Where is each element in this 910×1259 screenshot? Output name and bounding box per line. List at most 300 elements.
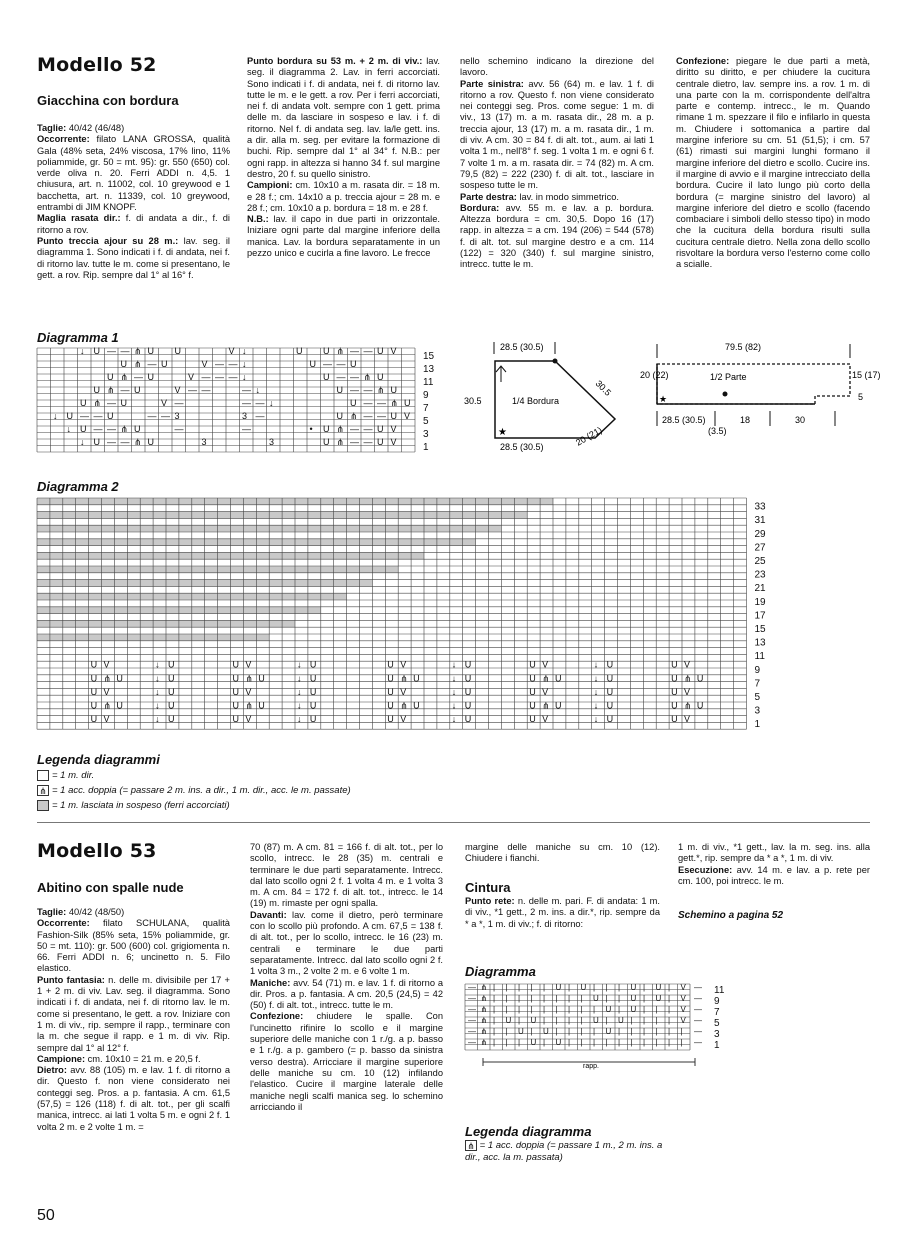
stitch-symbol: U xyxy=(168,714,175,725)
stitch-symbol: | xyxy=(593,1027,596,1036)
paragraph xyxy=(250,842,443,910)
stitch-symbol: ↓ xyxy=(242,359,247,369)
stitch-symbol: — xyxy=(215,359,224,369)
stitch-symbol: | xyxy=(518,1005,521,1014)
stitch-symbol: V xyxy=(684,659,691,670)
paragraph-body: 1 m. di viv., *1 gett., lav. la m. seg. ins. alla gett.*, rip. sempre da * a *, 1 m. di viv. xyxy=(678,842,870,864)
stitch-symbol: | xyxy=(580,1016,583,1025)
stitch-symbol: V xyxy=(680,983,686,992)
stitch-symbol: V xyxy=(103,686,110,697)
legend-item-knit: = 1 m. dir. xyxy=(37,768,351,783)
stitch-symbol: — xyxy=(350,346,359,356)
stitch-symbol: | xyxy=(655,1027,658,1036)
paragraph-body: avv. 55 m. e lav. a p. bordura. Altezza bordura = cm. 30,5. Dopo 16 (17) rapp. in altezza = a cm. 194 (206) = 544 (578) f. di alt. tot. sul margine destro e a cm. 114 (122) = 320 (340) f. sul margine sinistro, intrecc. tutte le m. xyxy=(460,202,654,270)
stitch-symbol: ↓ xyxy=(155,673,160,684)
paragraph xyxy=(37,907,230,918)
stitch-symbol: 3 xyxy=(201,437,207,447)
stitch-symbol: | xyxy=(593,1038,596,1047)
stitch-symbol: V xyxy=(542,714,549,725)
stitch-symbol: U xyxy=(309,659,317,670)
stitch-symbol: U xyxy=(630,994,637,1003)
stitch-symbol: U xyxy=(90,673,98,684)
bordura-label: 1/4 Bordura xyxy=(512,396,560,406)
stitch-symbol: | xyxy=(605,983,608,992)
stitch-symbol: V xyxy=(174,385,181,395)
m53-cintura-text xyxy=(465,896,660,930)
m52-subtitle: Giacchina con bordura xyxy=(37,93,179,108)
stitch-symbol: U xyxy=(168,686,175,697)
paragraph-heading: Punto rete: xyxy=(465,896,518,906)
stitch-symbol: | xyxy=(530,1027,533,1036)
stitch-symbol: U xyxy=(605,1027,612,1036)
paragraph-body: nello schemino indicano la direzione del lavoro. xyxy=(460,56,654,78)
stitch-symbol: | xyxy=(518,983,521,992)
bordura-left-dim: 30.5 xyxy=(464,396,482,406)
row-label: 11 xyxy=(423,377,434,388)
row-label: 15 xyxy=(423,351,435,362)
stitch-symbol: U xyxy=(671,673,678,684)
stitch-symbol: ↓ xyxy=(80,346,85,356)
stitch-symbol: ↓ xyxy=(297,686,302,697)
paragraph-body: piegare le due parti a metà, diritto su diritto, e per chiudere la cucitura centrale dietro, lav. sempre ins. a rov. 1 m. di una parte con la m. corrispondente dell'altra parte e contemp. intrecc., le m. Quando rimane 1 m. spezzare il filo e infilarlo in questa m. Chiudere i sottomanica a partire dal margine inferiore su cm. 51 (51,5); i cm. 57 (61) rimasti sui margini lunghi formano il margine inferiore del dietro e scollo. Cucire ins. il margine di avvio e il margine intrecciato della bordura. Cucire il lato lungo più corto della bordura (= margine sinistro del lavoro) al margine inferiore del dietro e scollo (facendo combaciare i simboli dello stesso tipo) in modo che la cucitura della bordura risulti sulla cucitura centrale dietro. Nella zona dello scollo risvoltare la bordura verso l'esterno come collo a scialle. xyxy=(676,56,870,270)
bordura-bottom-dim: 28.5 (30.5) xyxy=(500,442,544,452)
row-label: 13 xyxy=(423,364,435,375)
stitch-symbol: | xyxy=(643,1016,646,1025)
stitch-symbol: ⋔ xyxy=(103,700,112,711)
paragraph-body: lav. seg. il diagramma 1. Sono indicati i f. di andata, nei f. di ritorno lav. tutte le m. come si presentano, le gett. a rov. Rip. sempre dal 1° al 16° f. xyxy=(37,235,230,280)
stitch-symbol: U xyxy=(555,673,562,684)
stitch-symbol: — xyxy=(120,437,130,447)
stitch-symbol: V xyxy=(400,714,407,725)
stitch-symbol: V xyxy=(680,1016,686,1025)
stitch-symbol: ⋔ xyxy=(542,700,550,711)
stitch-symbol: | xyxy=(543,1016,546,1025)
stitch-symbol: | xyxy=(555,1005,558,1014)
paragraph-body: avv. 14 m. e lav. a p. rete per cm. 100, poi intrecc. le m. xyxy=(678,864,870,886)
stitch-symbol: | xyxy=(655,1005,658,1014)
stitch-symbol: U xyxy=(90,686,98,697)
stitch-symbol: U xyxy=(529,686,536,697)
row-label: 15 xyxy=(754,624,766,635)
paragraph xyxy=(247,214,440,259)
paragraph-body: lav. come il dietro, però terminare con lo scollo più profondo. A cm. 67,5 = 138 f. di alt. tot., per lo scollo, intrecc. le 16 (23) m. centrali e terminare le due parti separatamente. Intrecc. dal lato scollo ogni 2 f. 1 volta 3 m., 2 volte 2 m. e 6 volte 1 m. xyxy=(250,909,443,977)
stitch-symbol: — xyxy=(694,1016,702,1025)
stitch-symbol: | xyxy=(568,1038,571,1047)
stitch-symbol: | xyxy=(505,983,508,992)
diagram-1 xyxy=(37,346,447,458)
paragraph-heading: Confezione: xyxy=(676,56,736,66)
stitch-symbol: | xyxy=(568,994,571,1003)
stitch-symbol: | xyxy=(555,1016,558,1025)
stitch-symbol: — xyxy=(147,411,157,421)
stitch-symbol: U xyxy=(671,659,678,670)
parte-star-icon: ★ xyxy=(659,394,668,404)
stitch-symbol: | xyxy=(493,1038,496,1047)
diagram-2-row-labels xyxy=(755,502,767,731)
row-label: 9 xyxy=(754,664,761,676)
m53-legend-title: Legenda diagramma xyxy=(465,1124,592,1139)
stitch-symbol: V xyxy=(245,659,252,670)
paragraph xyxy=(460,56,654,79)
stitch-symbol: — xyxy=(694,983,702,992)
stitch-symbol: | xyxy=(568,1005,571,1014)
stitch-symbol: ⋔ xyxy=(480,994,488,1003)
paragraph xyxy=(37,213,230,236)
stitch-symbol: U xyxy=(413,673,420,684)
stitch-symbol: | xyxy=(493,1016,496,1025)
bordura-bottom-right-dim: 20 (21) xyxy=(574,424,604,448)
stitch-symbol: U xyxy=(336,411,343,421)
stitch-symbol: V xyxy=(228,346,235,356)
stitch-symbol: — xyxy=(694,1005,702,1014)
row-label: 9 xyxy=(714,996,720,1007)
stitch-symbol: U xyxy=(696,700,704,711)
paragraph xyxy=(37,918,230,974)
row-label: 31 xyxy=(754,515,766,527)
paragraph-heading: Taglie: xyxy=(37,123,69,133)
stitch-symbol: | xyxy=(543,1038,546,1047)
stitch-symbol: U xyxy=(530,1038,537,1047)
page-number: 50 xyxy=(37,1207,55,1224)
parte-right2-dim: 5 xyxy=(858,392,864,402)
stitch-symbol: — xyxy=(120,346,130,356)
paragraph xyxy=(250,978,443,1012)
stitch-symbol: 3 xyxy=(242,411,248,421)
stitch-symbol: | xyxy=(530,994,533,1003)
m53-column-2 xyxy=(250,842,443,1113)
stitch-symbol: | xyxy=(643,1005,646,1014)
stitch-symbol: U xyxy=(309,359,316,369)
stitch-symbol: U xyxy=(390,385,397,395)
stitch-symbol: U xyxy=(90,700,98,711)
paragraph-body: lav. seg. il diagramma 2. Lav. in ferri accorciati. Sono indicati i f. di andata, nei f. di ritorno lav. tutte le m. e le gett. a rov. Per i ferri accorciati, nei f. di andata volt. sempre con 1 gett. prima delle m. da lasciare in sospeso e lav. i f. di ritorno. Nel f. di andata seg. lav. la/le gett. ins. a dir. alla m. seg. per evitare la formazione di buchi. Rip. sempre dal 1° al 34° f. N.B.: per ogni rapp. in altezza si hanno 34 f. sul margine destro, 20 f. su quello sinistro. xyxy=(247,56,440,179)
row-label: 29 xyxy=(754,528,766,540)
stitch-symbol: | xyxy=(605,1016,608,1025)
stitch-symbol: V xyxy=(680,994,686,1003)
stitch-symbol: U xyxy=(671,700,678,711)
stitch-symbol: V xyxy=(684,714,691,725)
stitch-symbol: U xyxy=(80,424,87,434)
stitch-symbol: V xyxy=(400,659,407,670)
paragraph xyxy=(37,1054,230,1065)
stitch-symbol: — xyxy=(228,359,238,369)
stitch-symbol: U xyxy=(671,714,678,725)
paragraph-heading: Punto fantasia: xyxy=(37,974,109,985)
row-label: 7 xyxy=(714,1007,720,1018)
stitch-symbol: | xyxy=(568,1027,571,1036)
stitch-symbol: ↓ xyxy=(155,714,160,725)
row-label: 9 xyxy=(423,390,429,401)
stitch-symbol: U xyxy=(671,686,678,697)
paragraph xyxy=(37,975,230,1054)
paragraph-heading: Maniche: xyxy=(250,977,294,988)
stitch-symbol: — xyxy=(363,398,373,408)
stitch-symbol: — xyxy=(363,424,373,434)
stitch-symbol: | xyxy=(618,1005,621,1014)
stitch-symbol: | xyxy=(493,1027,496,1036)
m52-column-4 xyxy=(676,56,870,271)
stitch-symbol: — xyxy=(215,372,224,382)
stitch-symbol: ⋔ xyxy=(684,673,692,684)
stitch-symbol: U xyxy=(606,700,614,711)
stitch-symbol: U xyxy=(630,983,637,992)
stitch-symbol: U xyxy=(655,983,662,992)
stitch-symbol: U xyxy=(309,700,317,711)
paragraph xyxy=(460,79,654,192)
stitch-symbol: — xyxy=(242,424,251,434)
stitch-symbol: U xyxy=(147,346,154,356)
row-label: 33 xyxy=(754,501,766,513)
paragraph-heading: Occorrente: xyxy=(37,134,97,145)
stitch-symbol: U xyxy=(147,437,154,447)
stitch-symbol: | xyxy=(618,983,621,992)
stitch-symbol: U xyxy=(505,1016,512,1025)
stitch-symbol: | xyxy=(505,1005,508,1014)
stitch-symbol: ↓ xyxy=(80,437,85,447)
stitch-symbol: | xyxy=(655,1016,658,1025)
stitch-symbol: V xyxy=(390,346,397,356)
stitch-symbol: U xyxy=(323,424,330,434)
stitch-symbol: ⋔ xyxy=(480,1005,488,1014)
paragraph-body: f. di andata a dir., f. di ritorno a rov. xyxy=(37,213,230,235)
stitch-symbol: — xyxy=(323,359,332,369)
stitch-symbol: U xyxy=(168,673,175,684)
stitch-symbol: U xyxy=(529,659,536,670)
stitch-symbol: — xyxy=(107,437,116,447)
row-label: 3 xyxy=(423,429,429,440)
stitch-symbol: ⋔ xyxy=(103,673,112,684)
stitch-symbol: | xyxy=(630,1016,633,1025)
stitch-symbol: U xyxy=(529,714,536,725)
row-label: 17 xyxy=(754,610,766,622)
stitch-symbol: — xyxy=(201,385,211,395)
stitch-symbol: | xyxy=(643,994,646,1003)
stitch-symbol: — xyxy=(350,424,359,434)
parte-top-dim: 79.5 (82) xyxy=(725,342,762,352)
stitch-symbol: U xyxy=(93,385,100,395)
parte-bottom-dim-2: 18 xyxy=(740,415,751,425)
stitch-symbol: U xyxy=(258,673,265,684)
row-label: 19 xyxy=(754,596,766,608)
schema-parte xyxy=(640,334,881,444)
diagram-2-symbols xyxy=(91,660,704,724)
stitch-symbol: U xyxy=(387,700,394,711)
stitch-symbol: V xyxy=(400,686,407,697)
stitch-symbol: — xyxy=(242,385,251,395)
paragraph-body: filato SCHULANA, qualità Fashion-Silk (85% seta, 15% poliammide, gr. 50 = mt. 110): gr. 500 (600) col. grigiomenta n. 66. Ferri ADDI n. 6; uncinetto n. 5. Filo elastico. xyxy=(37,918,230,974)
stitch-symbol: | xyxy=(518,1038,521,1047)
stitch-symbol: — xyxy=(468,983,476,992)
stitch-symbol: U xyxy=(696,673,704,684)
stitch-symbol: U xyxy=(555,983,562,992)
stitch-symbol: U xyxy=(134,385,141,395)
paragraph-heading: Campioni: xyxy=(247,180,296,191)
stitch-symbol: U xyxy=(377,346,384,356)
stitch-symbol: V xyxy=(161,398,168,408)
stitch-symbol: ↓ xyxy=(451,686,457,697)
paragraph-heading: Punto treccia ajour su 28 m.: xyxy=(37,235,184,246)
stitch-symbol: ⋔ xyxy=(107,385,115,395)
stitch-symbol: ⋔ xyxy=(377,385,385,395)
stitch-symbol: | xyxy=(568,983,571,992)
stitch-symbol: 3 xyxy=(174,411,180,421)
paragraph-body: cm. 10x10 a m. rasata dir. = 18 m. e 28 f.; cm. 14x10 a p. treccia ajour = 28 m. e 28 f.; cm. 10x10 a p. bordura = 18 m. e 28 f. xyxy=(247,180,440,213)
stitch-symbol: U xyxy=(161,359,168,369)
stitch-symbol: ↓ xyxy=(593,659,599,670)
stitch-symbol: U xyxy=(605,1005,612,1014)
stitch-symbol: U xyxy=(232,686,239,697)
stitch-symbol: U xyxy=(336,385,343,395)
row-label: 7 xyxy=(423,403,429,414)
stitch-symbol: ⋔ xyxy=(390,398,399,408)
m52-column-2 xyxy=(247,56,440,259)
stitch-symbol: — xyxy=(107,346,116,356)
paragraph-heading: Dietro: xyxy=(37,1065,71,1076)
stitch-symbol: U xyxy=(168,659,175,670)
double-decrease-icon: ⋔ xyxy=(465,1140,477,1151)
stitch-symbol: ⋔ xyxy=(480,983,488,992)
stitch-symbol: | xyxy=(618,1038,621,1047)
stitch-symbol: ↓ xyxy=(297,659,302,670)
paragraph-heading: Punto bordura su 53 m. + 2 m. di viv.: xyxy=(247,56,427,66)
stitch-symbol: | xyxy=(655,1038,658,1047)
stitch-symbol: ⋔ xyxy=(134,346,142,356)
stitch-symbol: U xyxy=(618,1016,624,1025)
row-label: 1 xyxy=(754,719,761,731)
stitch-symbol: ↓ xyxy=(242,372,247,382)
stitch-symbol: ⋔ xyxy=(400,673,408,684)
stitch-symbol: | xyxy=(580,1038,583,1047)
row-label: 7 xyxy=(754,678,761,690)
stitch-symbol: — xyxy=(174,424,184,434)
stitch-symbol: U xyxy=(232,659,239,670)
stitch-symbol: ↓ xyxy=(593,700,599,711)
stitch-symbol: U xyxy=(90,659,98,670)
stitch-symbol: U xyxy=(80,398,87,408)
paragraph-body: 40/42 (46/48) xyxy=(68,123,125,133)
stitch-symbol: — xyxy=(363,437,373,447)
row-label: 1 xyxy=(423,442,429,453)
m53-subtitle: Abitino con spalle nude xyxy=(37,880,184,895)
stitch-symbol: V xyxy=(390,437,397,447)
paragraph xyxy=(250,1011,443,1113)
stitch-symbol: — xyxy=(363,346,373,356)
stitch-symbol: ⋔ xyxy=(336,424,345,434)
legend-title: Legenda diagrammi xyxy=(37,752,160,767)
stitch-symbol: | xyxy=(668,994,671,1003)
row-label: 5 xyxy=(714,1018,720,1029)
cintura-title: Cintura xyxy=(465,880,511,895)
m53-diagram-title: Diagramma xyxy=(465,964,536,979)
stitch-symbol: | xyxy=(593,983,596,992)
stitch-symbol: ↓ xyxy=(66,424,71,434)
stitch-symbol: | xyxy=(505,1038,508,1047)
bordura-star-icon: ★ xyxy=(498,427,507,438)
stitch-symbol: U xyxy=(404,398,411,408)
stitch-symbol: | xyxy=(543,994,546,1003)
stitch-symbol: U xyxy=(530,1016,537,1025)
stitch-symbol: — xyxy=(468,1027,476,1036)
stitch-symbol: U xyxy=(529,673,536,684)
stitch-symbol: ↓ xyxy=(297,700,302,711)
diagram-2-title: Diagramma 2 xyxy=(37,479,119,494)
stitch-symbol: | xyxy=(605,994,608,1003)
stitch-symbol: U xyxy=(387,659,394,670)
stitch-symbol: | xyxy=(593,1005,596,1014)
stitch-symbol: | xyxy=(668,1038,671,1047)
stitch-symbol: U xyxy=(387,686,394,697)
bordura-top-dim: 28.5 (30.5) xyxy=(500,342,544,352)
stitch-symbol: V xyxy=(542,659,549,670)
stitch-symbol: U xyxy=(593,994,599,1003)
stitch-symbol: | xyxy=(643,1038,646,1047)
paragraph-body: n. delle m. divisibile per 17 + 1 + 2 m. di viv. Lav. seg. il diagramma. Sono indicati i f. di andata, nei f. di ritorno lav. le m. come si presentano, le gett. a rov. Iniziare con 1 m. di viv., rip. sempre il rapp., terminare con la m. che segue il rapp. e 1 m. di viv. Rip. sempre dal 1° al 12° f. xyxy=(37,974,230,1053)
stitch-symbol: | xyxy=(680,1038,683,1047)
paragraph xyxy=(37,236,230,281)
stitch-symbol: | xyxy=(518,994,521,1003)
stitch-symbol: — xyxy=(188,385,197,395)
stitch-symbol: U xyxy=(555,700,562,711)
row-label: 23 xyxy=(754,569,766,581)
stitch-symbol: ↓ xyxy=(451,700,457,711)
stitch-symbol: — xyxy=(255,411,265,421)
stitch-symbol: — xyxy=(93,411,103,421)
stitch-symbol: ⋔ xyxy=(245,700,253,711)
stitch-symbol: — xyxy=(350,385,359,395)
stitch-symbol: U xyxy=(323,437,330,447)
stitch-symbol: U xyxy=(555,1038,562,1047)
row-label: 13 xyxy=(754,637,766,649)
stitch-symbol: U xyxy=(232,714,239,725)
stitch-symbol: | xyxy=(580,994,583,1003)
stitch-symbol: | xyxy=(668,1005,671,1014)
stitch-symbol: ↓ xyxy=(593,686,599,697)
stitch-symbol: | xyxy=(530,983,533,992)
stitch-symbol: — xyxy=(468,1016,476,1025)
row-label: 11 xyxy=(714,985,725,996)
stitch-symbol: — xyxy=(468,994,476,1003)
m52-column-1 xyxy=(37,123,230,281)
stitch-symbol: U xyxy=(309,673,317,684)
stitch-symbol: — xyxy=(134,372,143,382)
stitch-symbol: U xyxy=(413,700,420,711)
diagram-1-title: Diagramma 1 xyxy=(37,330,119,345)
stitch-symbol: | xyxy=(555,994,558,1003)
parte-label: 1/2 Parte xyxy=(710,372,747,382)
legend-item-double-decrease: ⋔ = 1 acc. doppia (= passare 2 m. ins. a dir., 1 m. dir., acc. le m. passate) xyxy=(37,783,351,798)
stitch-symbol: U xyxy=(655,994,662,1003)
legend-list xyxy=(37,768,351,813)
stitch-symbol: | xyxy=(643,1027,646,1036)
stitch-symbol: V xyxy=(245,714,252,725)
stitch-symbol: | xyxy=(680,1027,683,1036)
empty-box-icon xyxy=(37,770,49,781)
stitch-symbol: ↓ xyxy=(297,673,302,684)
stitch-symbol: | xyxy=(605,1038,608,1047)
paragraph xyxy=(465,842,660,865)
stitch-symbol: — xyxy=(363,385,373,395)
stitch-symbol: — xyxy=(350,372,359,382)
stitch-symbol: U xyxy=(107,411,114,421)
stitch-symbol: — xyxy=(363,411,373,421)
paragraph xyxy=(247,56,440,180)
stitch-symbol: U xyxy=(134,424,141,434)
parte-left-dim: 20 (22) xyxy=(640,370,669,380)
stitch-symbol: ⋔ xyxy=(542,673,550,684)
stitch-symbol: U xyxy=(350,398,357,408)
stitch-symbol: — xyxy=(174,398,184,408)
stitch-symbol: U xyxy=(174,346,181,356)
